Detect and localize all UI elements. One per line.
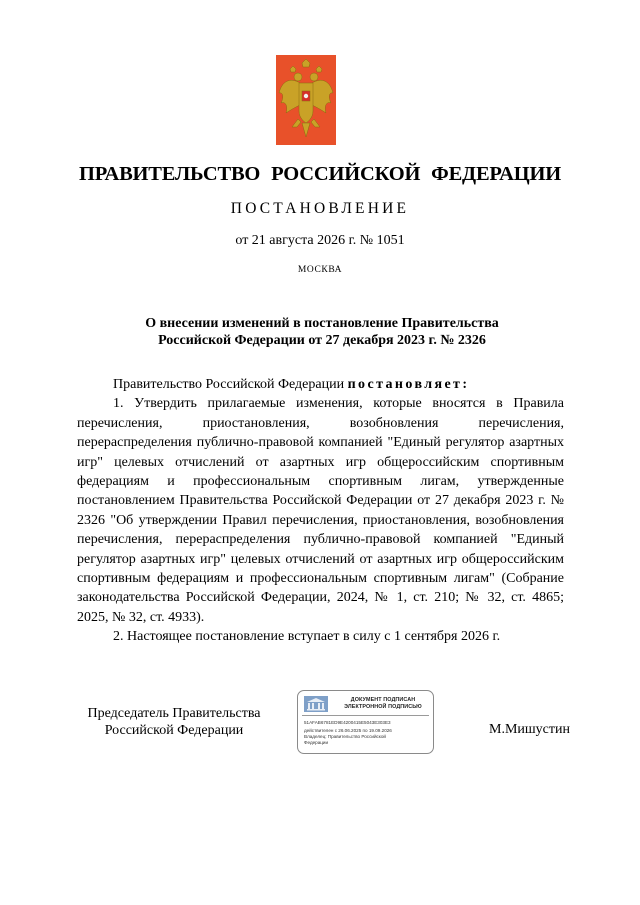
intro-spaced-verb: постановляет: bbox=[347, 377, 470, 392]
government-title: ПРАВИТЕЛЬСТВО РОССИЙСКОЙ ФЕДЕРАЦИИ bbox=[79, 163, 561, 185]
stamp-divider bbox=[302, 715, 429, 716]
item-2-paragraph: 2. Настоящее постановление вступает в силу с 1 сентября 2026 г. bbox=[113, 629, 501, 645]
city: МОСКВА bbox=[297, 265, 343, 275]
stamp-title-line-2: ЭЛЕКТРОННОЙ ПОДПИСЬЮ bbox=[344, 704, 422, 710]
stamp-validity: действителен с 26.06.2025 по 19.09.2026 bbox=[304, 728, 392, 733]
electronic-signature-stamp bbox=[297, 690, 434, 754]
heading-line-2: Российской Федерации от 27 декабря 2023 г. № 2326 bbox=[158, 333, 486, 348]
position-line-1: Председатель Правительства bbox=[87, 706, 261, 721]
coat-of-arms-emblem bbox=[276, 55, 336, 145]
signatory-position bbox=[74, 705, 274, 739]
signatory-name: М.Мишустин bbox=[489, 722, 570, 737]
stamp-title-line-1: ДОКУМЕНТ ПОДПИСАН bbox=[350, 697, 416, 703]
item-1-paragraph: 1. Утвердить прилагаемые изменения, которые вносятся в Правила перечисления, приостановления, возобновления перечисления, перераспределения публично-правовой компанией "Единый регулятор азартных игр" целевых отчислений от азартных игр общероссийским спортивным федерациям и профессиональным спортивным лигам, утвержденные постановлением Правительства Российской Федерации от 27 декабря 2023 г. № 2326 "Об утверждении Правил перечисления, приостановления, возобновления перечисления, перераспределения публично-правовой компанией "Единый регулятор азартных игр" целевых отчислений от азартных игр общероссийским спортивным федерациям и профессиональным спортивным лигам" (Собрание законодательства Российской Федерации, 2024, № 1, ст. 210; № 32, ст. 4865; 2025, № 32, ст. 4933). bbox=[77, 396, 564, 625]
document-type: ПОСТАНОВЛЕНИЕ bbox=[230, 200, 410, 217]
resolution-heading bbox=[80, 315, 564, 349]
date-and-number: от 21 августа 2026 г. № 1051 bbox=[235, 233, 405, 248]
position-line-2: Российской Федерации bbox=[104, 723, 244, 738]
stamp-owner-line-2: Федерации bbox=[304, 740, 329, 745]
resolution-body bbox=[77, 375, 564, 647]
building-icon bbox=[304, 696, 328, 712]
heading-line-1: О внесении изменений в постановление Правительства bbox=[145, 316, 499, 331]
intro-text: Правительство Российской Федерации bbox=[113, 377, 348, 392]
stamp-certificate: 51AFAB6781ED9E4200415E5043E303E3 bbox=[304, 720, 391, 725]
stamp-title bbox=[334, 697, 432, 711]
intro-paragraph bbox=[77, 375, 564, 394]
stamp-owner-line-1: Владелец: Правительство Российской bbox=[304, 734, 386, 739]
